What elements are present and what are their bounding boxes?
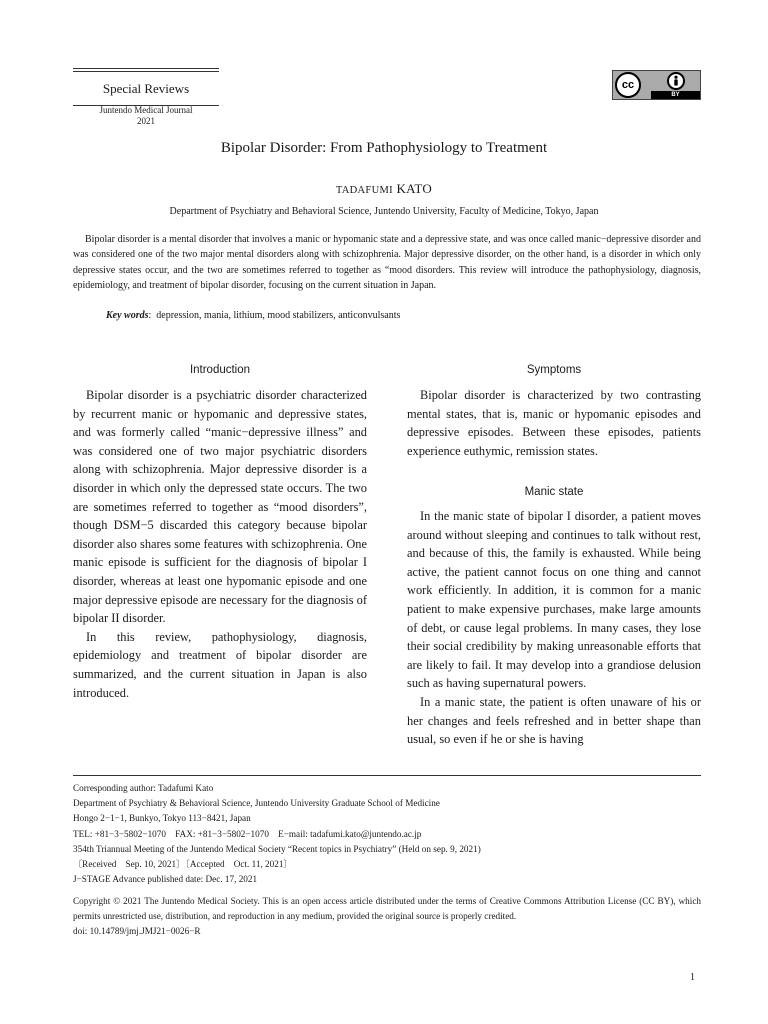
author-name	[0, 181, 768, 197]
paragraph: In a manic state, the patient is often unaware of his or her changes and feels refreshed and in better shape than usual, so even if he or she is having	[407, 694, 701, 747]
footnote-line: TEL: +81−3−5802−1070 FAX: +81−3−5802−1070 E−mail: tadafumi.kato@juntendo.ac.jp	[73, 828, 422, 839]
footnote-line: 354th Triannual Meeting of the Juntendo Medical Society “Recent topics in Psychiatry” (Held on sep. 9, 2021)	[73, 843, 481, 854]
symptoms-body	[407, 386, 701, 460]
paragraph: In this review, pathophysiology, diagnosis, epidemiology and treatment of bipolar disorder are summarized, and the current situation in Japan is also introduced.	[73, 629, 367, 700]
cc-logo: cc	[615, 72, 641, 98]
keywords-list: depression, mania, lithium, mood stabilizers, anticonvulsants	[156, 310, 401, 321]
section-heading-introduction: Introduction	[189, 364, 251, 376]
header-rule	[73, 68, 219, 69]
keywords: Key words: depression, mania, lithium, mood stabilizers, anticonvulsants	[106, 310, 401, 321]
copyright-block	[73, 894, 701, 940]
keywords-label: Key words	[106, 310, 149, 321]
doi: doi: 10.14789/jmj.JMJ21−0026−R	[73, 926, 201, 937]
footnote-line: 〔Received Sep. 10, 2021〕〔Accepted Oct. 11, 2021〕	[73, 859, 293, 870]
author-affiliation: Department of Psychiatry and Behavioral Science, Juntendo University, Faculty of Medicine, Tokyo, Japan	[169, 206, 599, 217]
article-title: Bipolar Disorder: From Pathophysiology to Treatment	[220, 140, 548, 156]
journal-year: 2021	[137, 116, 155, 126]
paragraph: Bipolar disorder is characterized by two contrasting mental states, that is, manic or hypomanic episodes and depressive episodes. Between these episodes, patients experience euthymic, remission states.	[407, 388, 701, 458]
footnote-line: Department of Psychiatry & Behavioral Science, Juntendo University Graduate School of Medicine	[73, 798, 440, 809]
page-number: 1	[690, 972, 695, 983]
section-heading-symptoms: Symptoms	[526, 364, 582, 376]
section-label-box	[73, 68, 219, 106]
section-label: Special Reviews	[102, 81, 190, 96]
section-heading-manic-state: Manic state	[524, 486, 584, 498]
introduction-body	[73, 386, 367, 702]
journal-name: Juntendo Medical Journal	[99, 105, 193, 115]
footer-rule	[73, 775, 701, 776]
creative-commons-by-icon	[612, 70, 701, 100]
paragraph: In the manic state of bipolar I disorder, a patient moves around without sleeping and continues to talk without rest, and because of this, the family is exhausted. While being active, the patient cannot focus on one thing and cannot work efficiently. In addition, it is common for a manic patient to make expensive purchases, make large amounts of debt, or cause legal problems. In many cases, they lose their social credibility by making unreasonable efforts that are likely to fail. It may develop into a grandiose delusion such as having supernatural powers.	[407, 509, 701, 691]
paragraph: Bipolar disorder is a psychiatric disorder characterized by recurrent manic or hypomanic and depressive states, and was formerly called “manic−depressive illness” and was considered one of two major psychiatric disorders along with schizophrenia. Major depressive disorder is a disorder in which only the depressed state occurs. The two are sometimes referred to together as “mood disorders”, though DSM−5 discarded this category because bipolar disorder also shares some features with schizophrenia. One manic episode is sufficient for the diagnosis of bipolar I disorder, whereas at least one hypomanic episode and one major depressive episode are necessary for the diagnosis of bipolar II disorder.	[73, 388, 367, 626]
footer-notes	[73, 781, 701, 887]
author-first-name: TADAFUMI	[335, 185, 393, 196]
attribution-person-icon	[667, 72, 685, 90]
manic-state-body	[407, 507, 701, 749]
journal-info	[73, 105, 219, 127]
author-last-name: KATO	[396, 181, 433, 196]
copyright-notice: Copyright © 2021 The Juntendo Medical Society. This is an open access article distributed under the terms of Creative Commons Attribution License (CC BY), which permits unrestricted use, distribution, and reproduction in any medium, provided the original source is properly credited.	[73, 896, 701, 922]
footnote-line: Hongo 2−1−1, Bunkyo, Tokyo 113−8421, Japan	[73, 813, 251, 824]
abstract: Bipolar disorder is a mental disorder that involves a manic or hypomanic state and a depressive state, and was once called manic−depressive disorder and was considered one of the two major mental disorders along with schizophrenia. Major depressive disorder, on the other hand, is a disorder in which only depressive states occur, and the two are sometimes referred to together as “mood disorders. This review will introduce the pathophysiology, diagnosis, epidemiology, and treatment of bipolar disorder, focusing on the current situation in Japan.	[73, 234, 701, 292]
footnote-line: Corresponding author: Tadafumi Kato	[73, 783, 214, 793]
footnote-line: J−STAGE Advance published date: Dec. 17, 2021	[73, 874, 258, 885]
by-label: BY	[651, 91, 700, 99]
